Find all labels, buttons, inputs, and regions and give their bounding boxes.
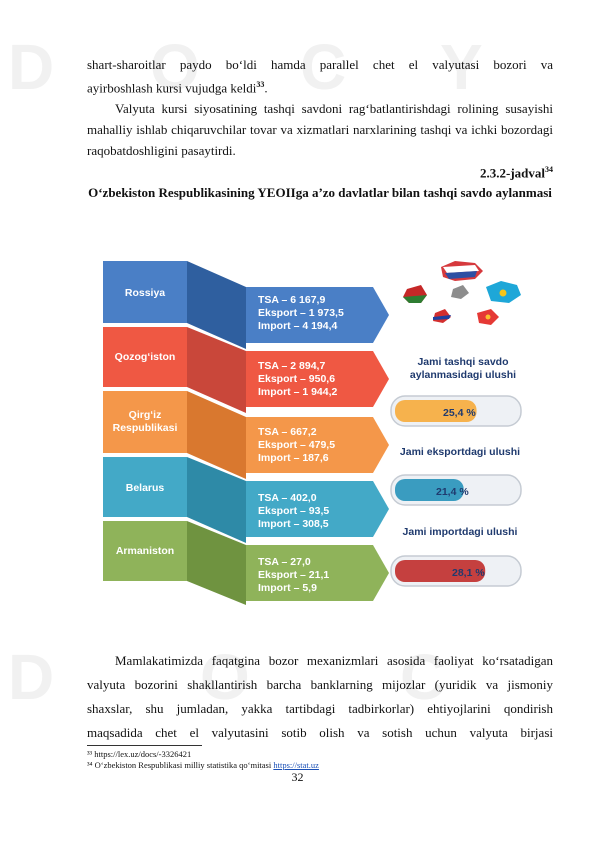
footnote-34 xyxy=(87,760,319,770)
footnote-ref-34[interactable]: 34 xyxy=(545,165,553,174)
paragraph-3-line-1: Mamlakatimizda faqatgina bozor mexanizmlari asosida faoliyat ko‘rsatadigan xyxy=(115,653,553,668)
eksport-value: Eksport – 21,1 xyxy=(258,569,330,581)
paragraph-1-line-2: ayirboshlash kursi vujudga keldi$^{33}$. xyxy=(87,80,268,96)
page-number: 32 xyxy=(291,770,304,784)
share-bar-1 xyxy=(391,396,521,426)
share-title-1-line-2: aylanmasidagi ulushi xyxy=(409,369,517,381)
country-label: Armaniston xyxy=(115,545,175,557)
eksport-value: Eksport – 950,6 xyxy=(258,373,336,385)
footnote-33: ³³ https://lex.uz/docs/-3326421 xyxy=(87,749,192,759)
table-label-text: 2.3.2-jadval xyxy=(480,165,545,181)
import-value: Import – 1 944,2 xyxy=(258,386,338,398)
eksport-value: Eksport – 479,5 xyxy=(258,439,336,451)
table-caption: O‘zbekiston Respublikasining YEOIIga a’zo davlatlar bilan tashqi savdo aylanmasi xyxy=(88,185,552,200)
import-value: Import – 5,9 xyxy=(258,582,317,594)
flags-map-icon xyxy=(403,261,521,325)
share-bar-3 xyxy=(391,556,521,586)
country-label: Qozog‘iston xyxy=(114,351,176,363)
share-bar-2 xyxy=(391,475,521,505)
country-label-line1: Qirg‘iz xyxy=(128,409,162,421)
footnote-divider xyxy=(87,745,202,746)
watermark-letter: O xyxy=(150,31,200,103)
share-value-3: 28,1 % xyxy=(452,567,485,579)
footnote-34-text: ³⁴ O‘zbekiston Respublikasi milliy statistika qo‘mitasi xyxy=(87,760,274,770)
watermark-letter: D xyxy=(8,641,55,713)
import-value: Import – 4 194,4 xyxy=(258,320,338,332)
paragraph-1-line-1: shart-sharoitlar paydo bo‘ldi hamda parallel chet el valyutasi bozori va xyxy=(87,57,553,72)
share-value-2: 21,4 % xyxy=(436,486,469,498)
share-title-3: Jami importdagi ulushi xyxy=(402,526,518,538)
country-label: Belarus xyxy=(125,482,165,494)
tsa-value: TSA – 402,0 xyxy=(258,492,317,504)
tsa-value: TSA – 6 167,9 xyxy=(258,294,326,306)
paragraph-2: Valyuta kursi siyosatining tashqi savdoni rag‘batlantirishdagi rolining susayishi mahalliy ishlab chiqaruvchilar tovar va xizmatlari narxlarining tashqi va ichki bozordagi raqobatdoshligini pasaytirdi. xyxy=(87,101,553,158)
import-value: Import – 308,5 xyxy=(258,518,329,530)
tsa-value: TSA – 667,2 xyxy=(258,426,317,438)
import-value: Import – 187,6 xyxy=(258,452,329,464)
footnote-ref-33[interactable]: 33 xyxy=(256,80,265,89)
paragraph-1-text: ayirboshlash kursi vujudga keldi xyxy=(87,80,257,96)
eksport-value: Eksport – 1 973,5 xyxy=(258,307,344,319)
watermark-letter: Y xyxy=(440,31,483,103)
paragraph-3-line-2: valyuta bozorini shakllantirish barcha banklarning mijozlar (yuridik va jismoniy xyxy=(87,677,553,692)
trade-infographic xyxy=(103,259,535,611)
watermark-letter: C xyxy=(400,641,447,713)
footnote-34-link[interactable]: https://stat.uz xyxy=(273,760,319,770)
watermark-letter: C xyxy=(300,31,347,103)
watermark-letter: O xyxy=(200,641,250,713)
paragraph-3-line-3: shaxslar, shu jumladan, yakka tartibdagi tadbirkorlar) ehtiyojlarini qondirish xyxy=(87,701,553,716)
paragraph-3-line-4: maqsadida chet el valyutasini sotib olish va sotish uchun valyuta birjasi xyxy=(87,725,553,740)
eksport-value: Eksport – 93,5 xyxy=(258,505,330,517)
share-value-1: 25,4 % xyxy=(443,407,476,419)
tsa-value: TSA – 27,0 xyxy=(258,556,311,568)
country-label-line2: Respublikasi xyxy=(112,422,178,434)
country-label: Rossiya xyxy=(124,287,166,299)
share-title-2: Jami eksportdagi ulushi xyxy=(399,446,521,458)
tsa-value: TSA – 2 894,7 xyxy=(258,360,326,372)
watermark-letter: D xyxy=(8,31,55,103)
share-title-1-line-1: Jami tashqi savdo xyxy=(417,356,509,368)
